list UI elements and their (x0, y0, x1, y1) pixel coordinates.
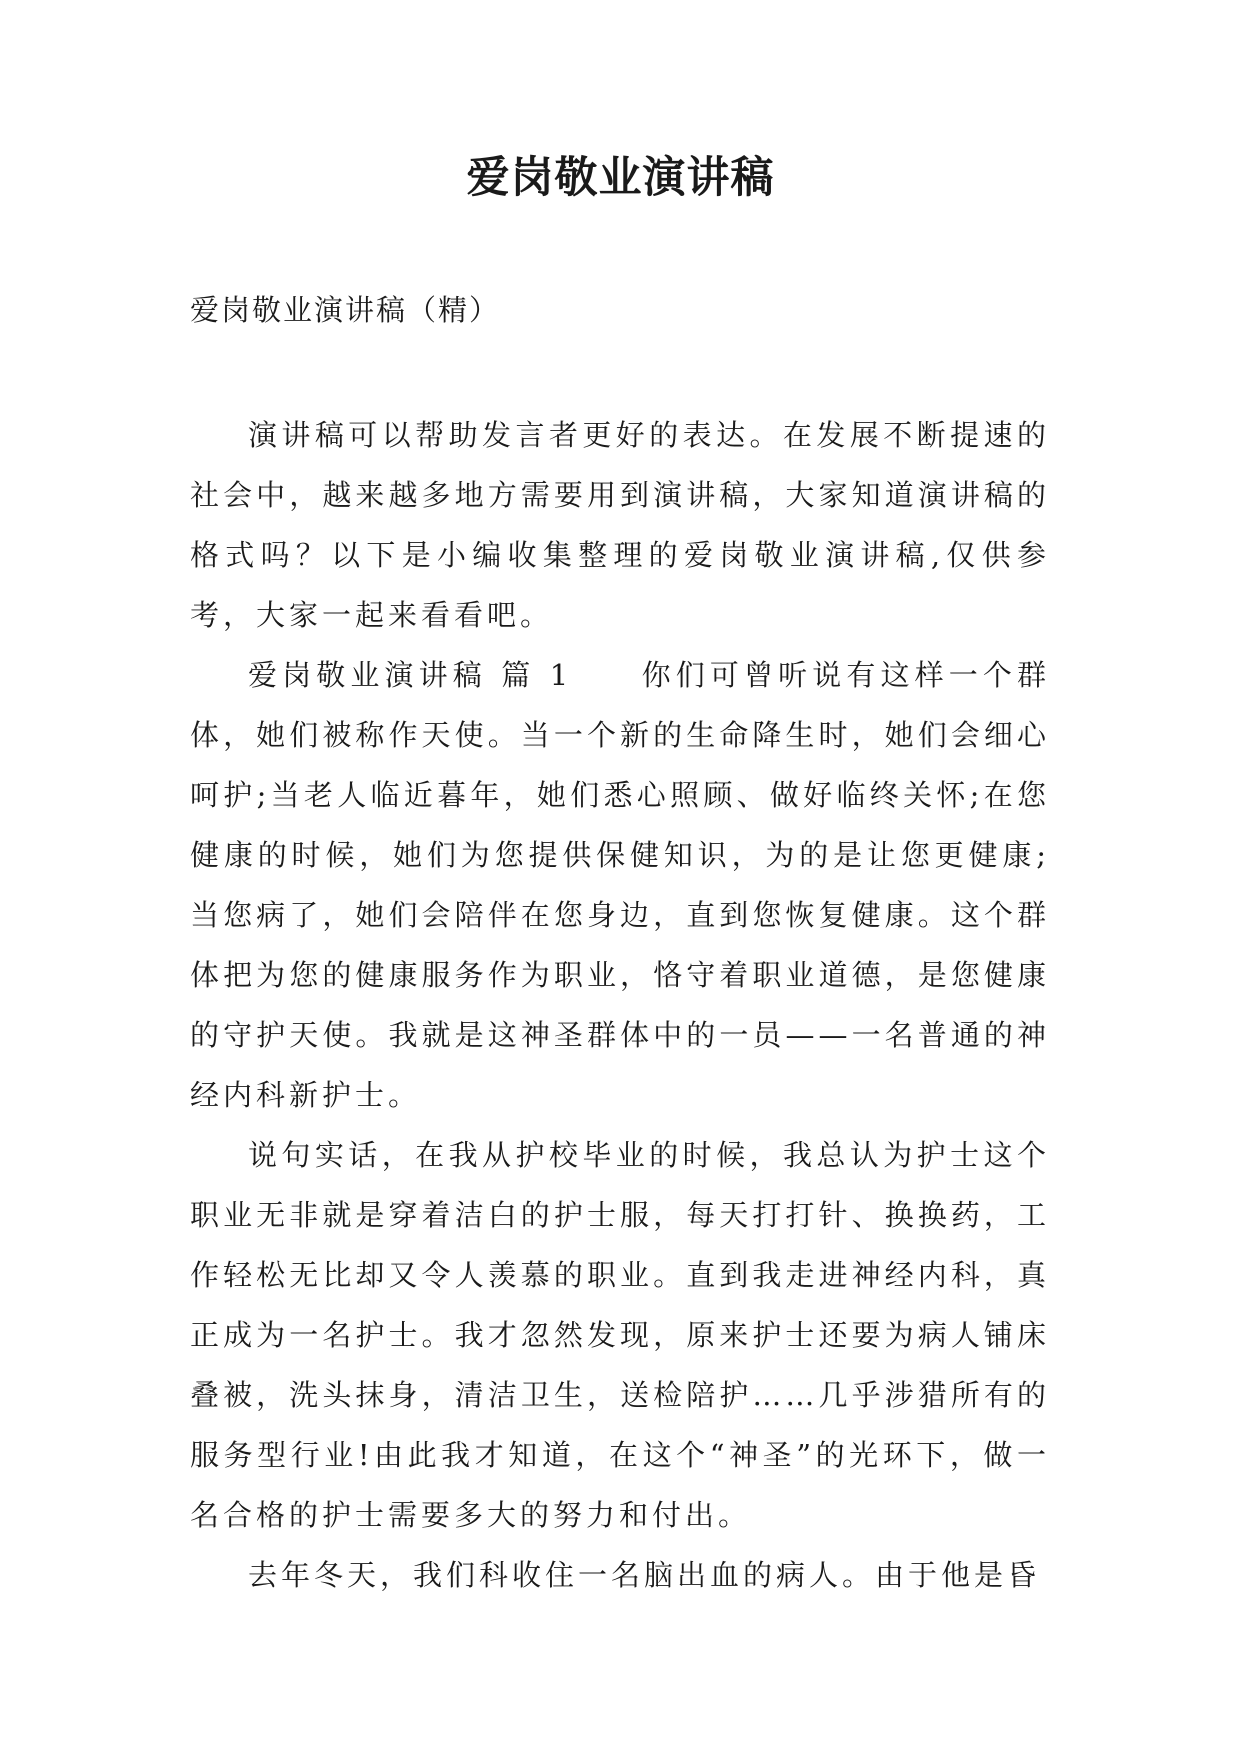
document-body (190, 405, 1050, 1605)
paragraph: 演讲稿可以帮助发言者更好的表达。在发展不断提速的社会中，越来越多地方需要用到演讲稿，大家知道演讲稿的格式吗？以下是小编收集整理的爱岗敬业演讲稿,仅供参考，大家一起来看看吧。 (190, 418, 1050, 632)
document-title: 爱岗敬业演讲稿 (466, 153, 775, 203)
paragraph: 爱岗敬业演讲稿 篇 1 你们可曾听说有这样一个群体，她们被称作天使。当一个新的生命降生时，她们会细心呵护;当老人临近暮年，她们悉心照顾、做好临终关怀;在您健康的时候，她们为您提供保健知识，为的是让您更健康;当您病了，她们会陪伴在您身边，直到您恢复健康。这个群体把为您的健康服务作为职业，恪守着职业道德，是您健康的守护天使。我就是这神圣群体中的一员——一名普通的神经内科新护士。 (190, 658, 1050, 1112)
paragraph: 说句实话，在我从护校毕业的时候，我总认为护士这个职业无非就是穿着洁白的护士服，每天打打针、换换药，工作轻松无比却又令人羡慕的职业。直到我走进神经内科，真正成为一名护士。我才忽然发现，原来护士还要为病人铺床叠被，洗头抹身，清洁卫生，送检陪护……几乎涉猎所有的服务型行业!由此我才知道，在这个“神圣”的光环下，做一名合格的护士需要多大的努力和付出。 (190, 1138, 1050, 1532)
paragraph: 去年冬天，我们科收住一名脑出血的病人。由于他是昏 (248, 1558, 1041, 1592)
document-subtitle: 爱岗敬业演讲稿（精） (190, 293, 501, 327)
